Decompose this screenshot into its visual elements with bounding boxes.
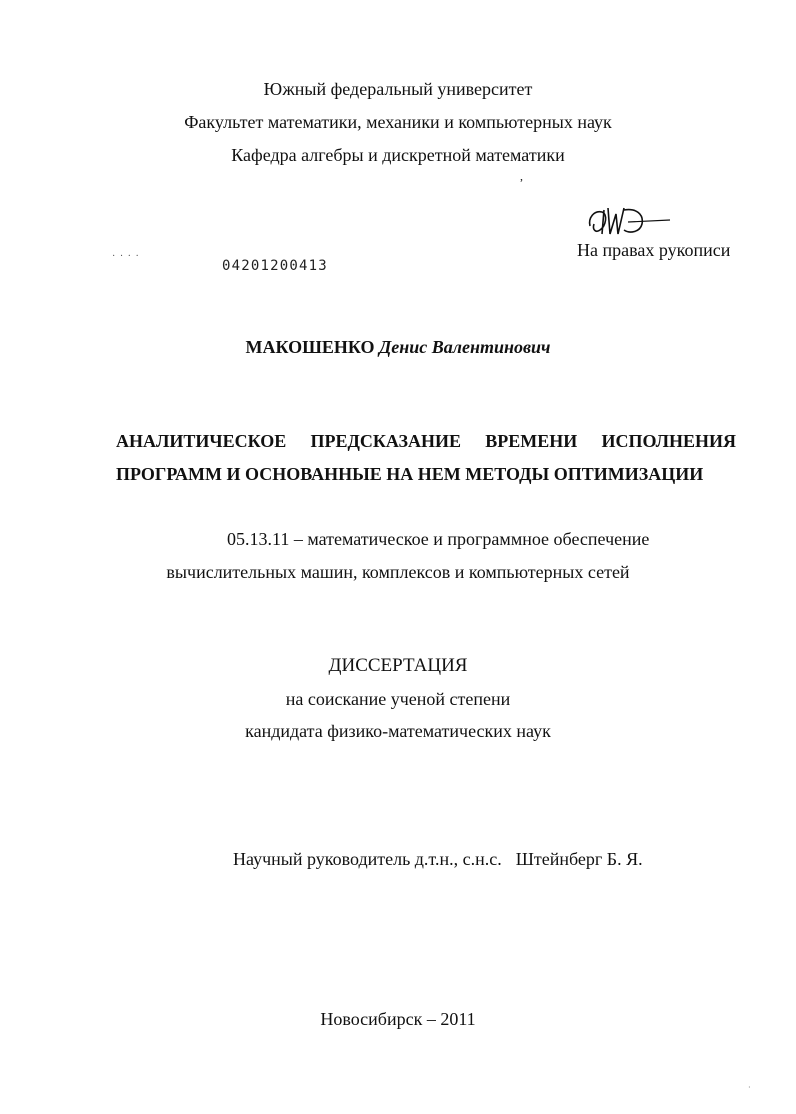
degree-line-2: кандидата физико-математических наук (245, 721, 551, 741)
scan-corner-dots: · (748, 1083, 751, 1092)
scientific-advisor (233, 848, 643, 870)
scan-mark: , (520, 169, 523, 183)
manuscript-note: На правах рукописи (577, 240, 731, 260)
author-surname: МАКОШЕНКО (245, 337, 375, 357)
advisor-label: Научный руководитель д.т.н., с.н.с. (233, 849, 502, 869)
document-type: ДИССЕРТАЦИЯ (328, 655, 468, 676)
advisor-name: Штейнберг Б. Я. (515, 849, 643, 869)
faculty-name: Факультет математики, механики и компьютерных наук (184, 112, 612, 132)
university-name: Южный федеральный университет (263, 79, 533, 99)
department-name: Кафедра алгебры и дискретной математики (231, 145, 565, 165)
thesis-title-line-2: ПРОГРАММ И ОСНОВАННЫЕ НА НЕМ МЕТОДЫ ОПТИМИЗАЦИИ (116, 464, 704, 484)
thesis-title-line-1: АНАЛИТИЧЕСКОЕ ПРЕДСКАЗАНИЕ ВРЕМЕНИ ИСПОЛНЕНИЯ (116, 431, 736, 451)
specialty-line-1: 05.13.11 – математическое и программное обеспечение (227, 529, 650, 549)
author-name (0, 336, 796, 358)
degree-line-1: на соискание ученой степени (285, 689, 511, 709)
document-code: 04201200413 (222, 258, 328, 274)
specialty-line-2: вычислительных машин, комплексов и компьютерных сетей (166, 562, 630, 582)
scan-dots: · · · · (112, 251, 140, 262)
author-given-names: Денис Валентинович (378, 337, 551, 357)
city-year: Новосибирск – 2011 (320, 1009, 476, 1029)
